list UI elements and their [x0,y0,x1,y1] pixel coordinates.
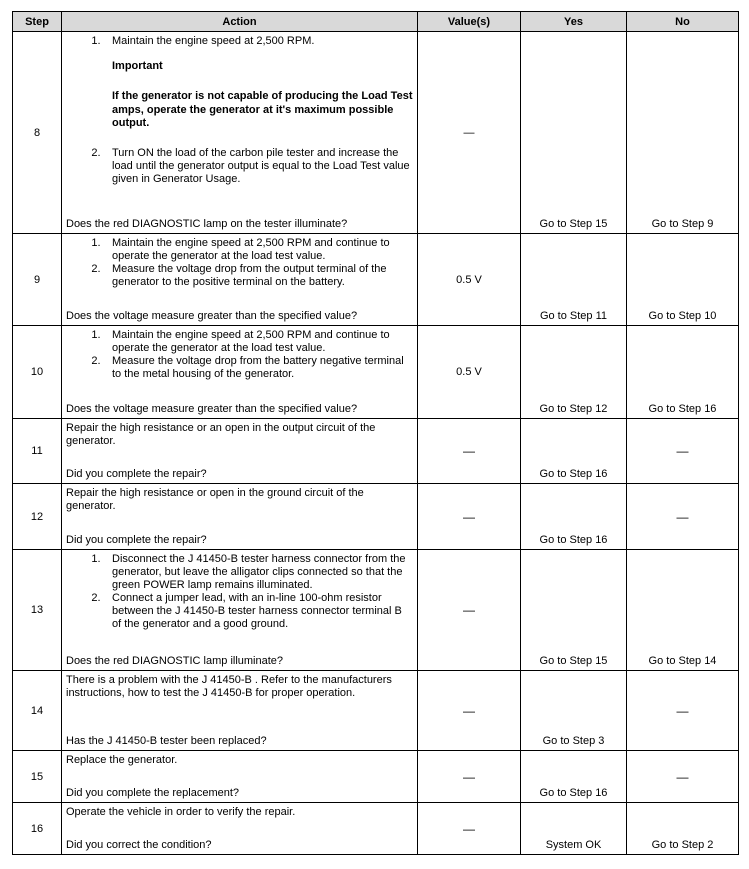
item-text: Measure the voltage drop from the battery negative terminal to the metal housing of the generator. [112,355,404,380]
step-number: 11 [13,419,62,484]
important-text: If the generator is not capable of producing the Load Test amps, operate the generator at it's maximum possible output. [112,90,413,129]
no-cell: Go to Step 10 [627,234,739,326]
no-cell: Go to Step 9 [627,32,739,234]
header-action: Action [62,12,418,32]
item-number: 1. [91,237,101,249]
yes-cell: Go to Step 15 [521,550,627,671]
item-number: 2. [91,263,101,275]
table-row [13,234,739,326]
table-row [13,550,739,671]
table-row [13,751,739,803]
list-item [66,147,413,186]
list-item [66,355,413,381]
step-number: 14 [13,671,62,751]
question-text: Does the voltage measure greater than the specified value? [66,310,358,322]
diagnostic-table [12,11,739,855]
list-item [66,592,413,631]
no-cell: Go to Step 16 [627,326,739,419]
yes-cell: Go to Step 12 [521,326,627,419]
action-cell [62,234,418,326]
step-number: 13 [13,550,62,671]
item-number: 1. [91,329,101,341]
value-cell: 0.5 V [418,326,521,419]
item-text: Disconnect the J 41450-B tester harness connector from the generator, but leave the alligator clips connected so that the green POWER lamp remains illuminated. [112,553,406,591]
value-cell: — [418,803,521,855]
value-cell: — [418,671,521,751]
value-cell: — [418,419,521,484]
table-row [13,419,739,484]
value-cell: — [418,484,521,550]
question-text: Has the J 41450-B tester been replaced? [66,735,267,747]
list-item [66,553,413,592]
no-cell: Go to Step 2 [627,803,739,855]
no-cell: — [627,671,739,751]
table-row [13,326,739,419]
action-cell [62,671,418,751]
value-cell: — [418,550,521,671]
action-cell [62,32,418,234]
header-row [13,12,739,32]
no-cell: — [627,484,739,550]
important-title: Important [112,60,163,72]
header-no: No [627,12,739,32]
action-text: Replace the generator. [66,754,178,766]
no-cell: Go to Step 14 [627,550,739,671]
action-cell [62,419,418,484]
item-number: 2. [91,592,101,604]
action-text: Repair the high resistance or an open in the output circuit of the generator. [66,422,376,447]
list-item [66,263,413,289]
list-item [66,329,413,355]
yes-cell: Go to Step 16 [521,484,627,550]
step-number: 8 [13,32,62,234]
no-cell: — [627,419,739,484]
question-text: Did you complete the repair? [66,534,207,546]
no-cell: — [627,751,739,803]
header-values: Value(s) [418,12,521,32]
action-cell [62,803,418,855]
item-number: 1. [91,553,101,565]
question-text: Does the red DIAGNOSTIC lamp on the tester illuminate? [66,218,348,230]
header-yes: Yes [521,12,627,32]
table-row [13,32,739,234]
question-text: Did you complete the replacement? [66,787,240,799]
item-text: Maintain the engine speed at 2,500 RPM and continue to operate the generator at the load test value. [112,329,390,354]
step-number: 12 [13,484,62,550]
step-number: 9 [13,234,62,326]
item-text: Maintain the engine speed at 2,500 RPM. [112,35,315,47]
table-row [13,484,739,550]
question-text: Does the red DIAGNOSTIC lamp illuminate? [66,655,284,667]
item-number: 2. [91,146,101,159]
item-text: Connect a jumper lead, with an in-line 100-ohm resistor between the J 41450-B tester harness connector terminal B of the generator and a good ground. [112,592,402,630]
step-number: 10 [13,326,62,419]
yes-cell: Go to Step 16 [521,751,627,803]
action-text: Repair the high resistance or open in the ground circuit of the generator. [66,487,364,512]
action-text: Operate the vehicle in order to verify the repair. [66,806,296,818]
action-cell [62,326,418,419]
yes-cell: Go to Step 15 [521,32,627,234]
action-cell [62,550,418,671]
item-number: 2. [91,355,101,367]
item-number: 1. [91,35,101,47]
table-row [13,803,739,855]
yes-cell: Go to Step 11 [521,234,627,326]
step-number: 15 [13,751,62,803]
header-step: Step [13,12,62,32]
value-cell: 0.5 V [418,234,521,326]
question-text: Does the voltage measure greater than the specified value? [66,403,358,415]
action-cell [62,484,418,550]
yes-cell: Go to Step 16 [521,419,627,484]
action-cell [62,751,418,803]
table-row [13,671,739,751]
list-item [66,35,413,48]
action-text: There is a problem with the J 41450-B . Refer to the manufacturers instructions, how to test the J 41450-B for proper operation. [66,674,392,699]
step-number: 16 [13,803,62,855]
question-text: Did you correct the condition? [66,839,212,851]
item-text: Turn ON the load of the carbon pile tester and increase the load until the generator output is equal to the Load Test value given in Generator Usage. [112,146,410,185]
yes-cell: System OK [521,803,627,855]
item-text: Maintain the engine speed at 2,500 RPM and continue to operate the generator at the load test value. [112,237,390,262]
list-item [66,237,413,263]
value-cell: — [418,751,521,803]
item-text: Measure the voltage drop from the output terminal of the generator to the positive terminal on the battery. [112,263,387,288]
value-cell: — [418,32,521,234]
yes-cell: Go to Step 3 [521,671,627,751]
question-text: Did you complete the repair? [66,468,207,480]
